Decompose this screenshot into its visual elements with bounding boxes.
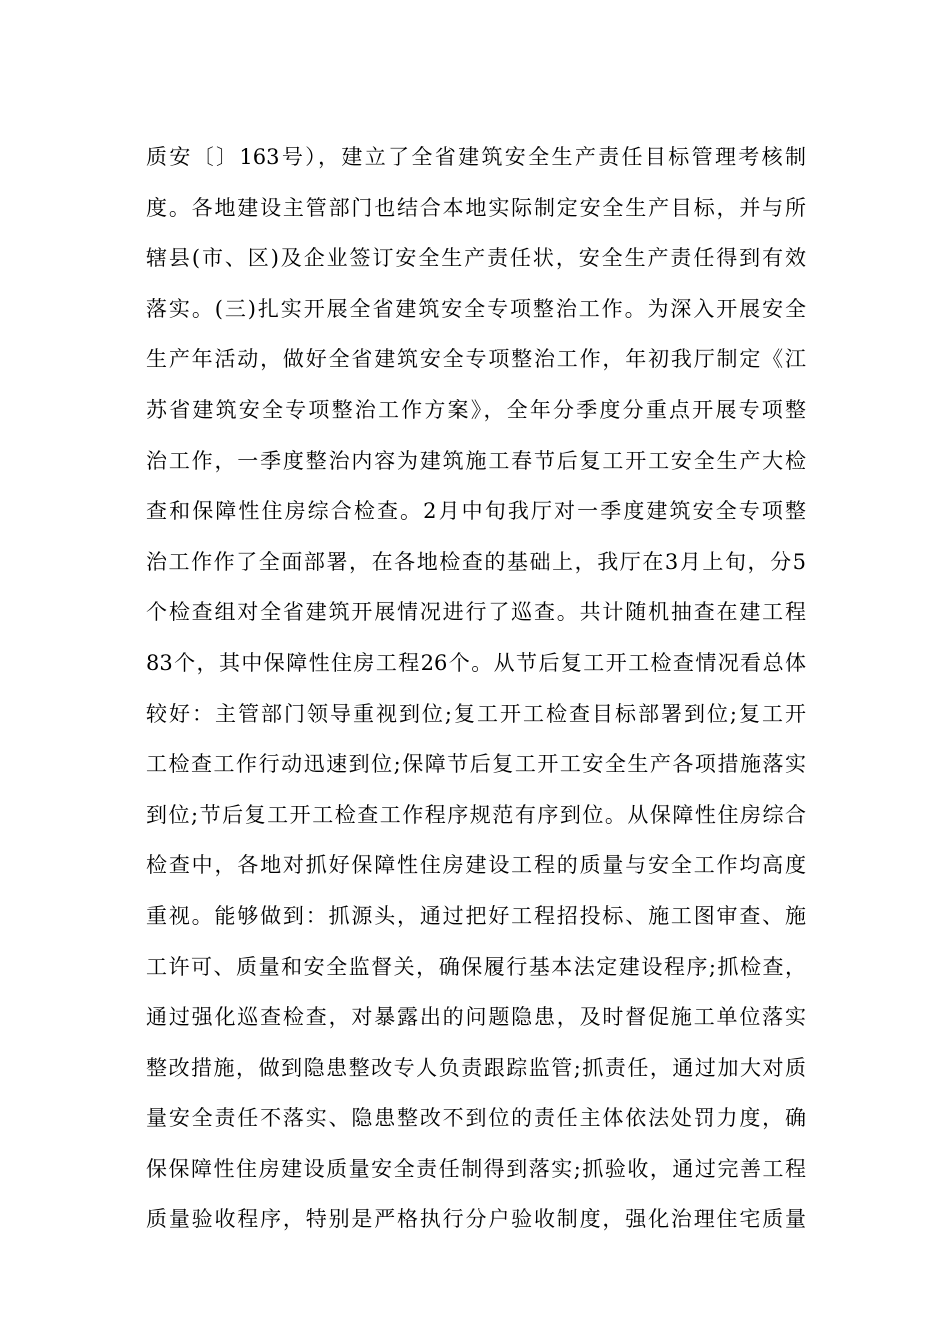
text-line: 保保障性住房建设质量安全责任制得到落实;抓验收，通过完善工程 [146, 1156, 806, 1181]
text-line: 工检查工作行动迅速到位;保障节后复工开工安全生产各项措施落实 [146, 752, 806, 777]
text-line: 到位;节后复工开工检查工作程序规范有序到位。从保障性住房综合 [146, 802, 806, 827]
text-line: 度。各地建设主管部门也结合本地实际制定安全生产目标，并与所 [146, 195, 806, 220]
text-line: 苏省建筑安全专项整治工作方案》，全年分季度分重点开展专项整 [146, 397, 806, 422]
text-line: 检查中，各地对抓好保障性住房建设工程的质量与安全工作均高度 [146, 853, 806, 878]
text-line: 83个，其中保障性住房工程26个。从节后复工开工检查情况看总体 [146, 650, 806, 675]
text-line: 个检查组对全省建筑开展情况进行了巡查。共计随机抽查在建工程 [146, 600, 806, 625]
text-line: 治工作，一季度整治内容为建筑施工春节后复工开工安全生产大检 [146, 448, 806, 473]
text-line: 通过强化巡查检查，对暴露出的问题隐患，及时督促施工单位落实 [146, 1005, 806, 1030]
text-line: 整改措施，做到隐患整改专人负责跟踪监管;抓责任，通过加大对质 [146, 1055, 806, 1080]
text-line: 生产年活动，做好全省建筑安全专项整治工作，年初我厅制定《江 [146, 347, 806, 372]
text-line: 落实。(三)扎实开展全省建筑安全专项整治工作。为深入开展安全 [146, 296, 806, 321]
text-line: 治工作作了全面部署，在各地检查的基础上，我厅在3月上旬，分5 [146, 549, 806, 574]
text-line: 查和保障性住房综合检查。2月中旬我厅对一季度建筑安全专项整 [146, 499, 806, 524]
body-text [146, 132, 806, 1245]
text-line: 量安全责任不落实、隐患整改不到位的责任主体依法处罚力度，确 [146, 1106, 806, 1131]
text-line: 质量验收程序，特别是严格执行分户验收制度，强化治理住宅质量 [146, 1207, 806, 1232]
text-line: 较好：主管部门领导重视到位;复工开工检查目标部署到位;复工开 [146, 701, 806, 726]
text-line: 重视。能够做到：抓源头，通过把好工程招投标、施工图审查、施 [146, 903, 806, 928]
text-line: 工许可、质量和安全监督关，确保履行基本法定建设程序;抓检查， [146, 954, 806, 979]
text-line: 质安〔〕163号），建立了全省建筑安全生产责任目标管理考核制 [146, 145, 806, 169]
text-line: 辖县(市、区)及企业签订安全生产责任状，安全生产责任得到有效 [146, 246, 806, 271]
